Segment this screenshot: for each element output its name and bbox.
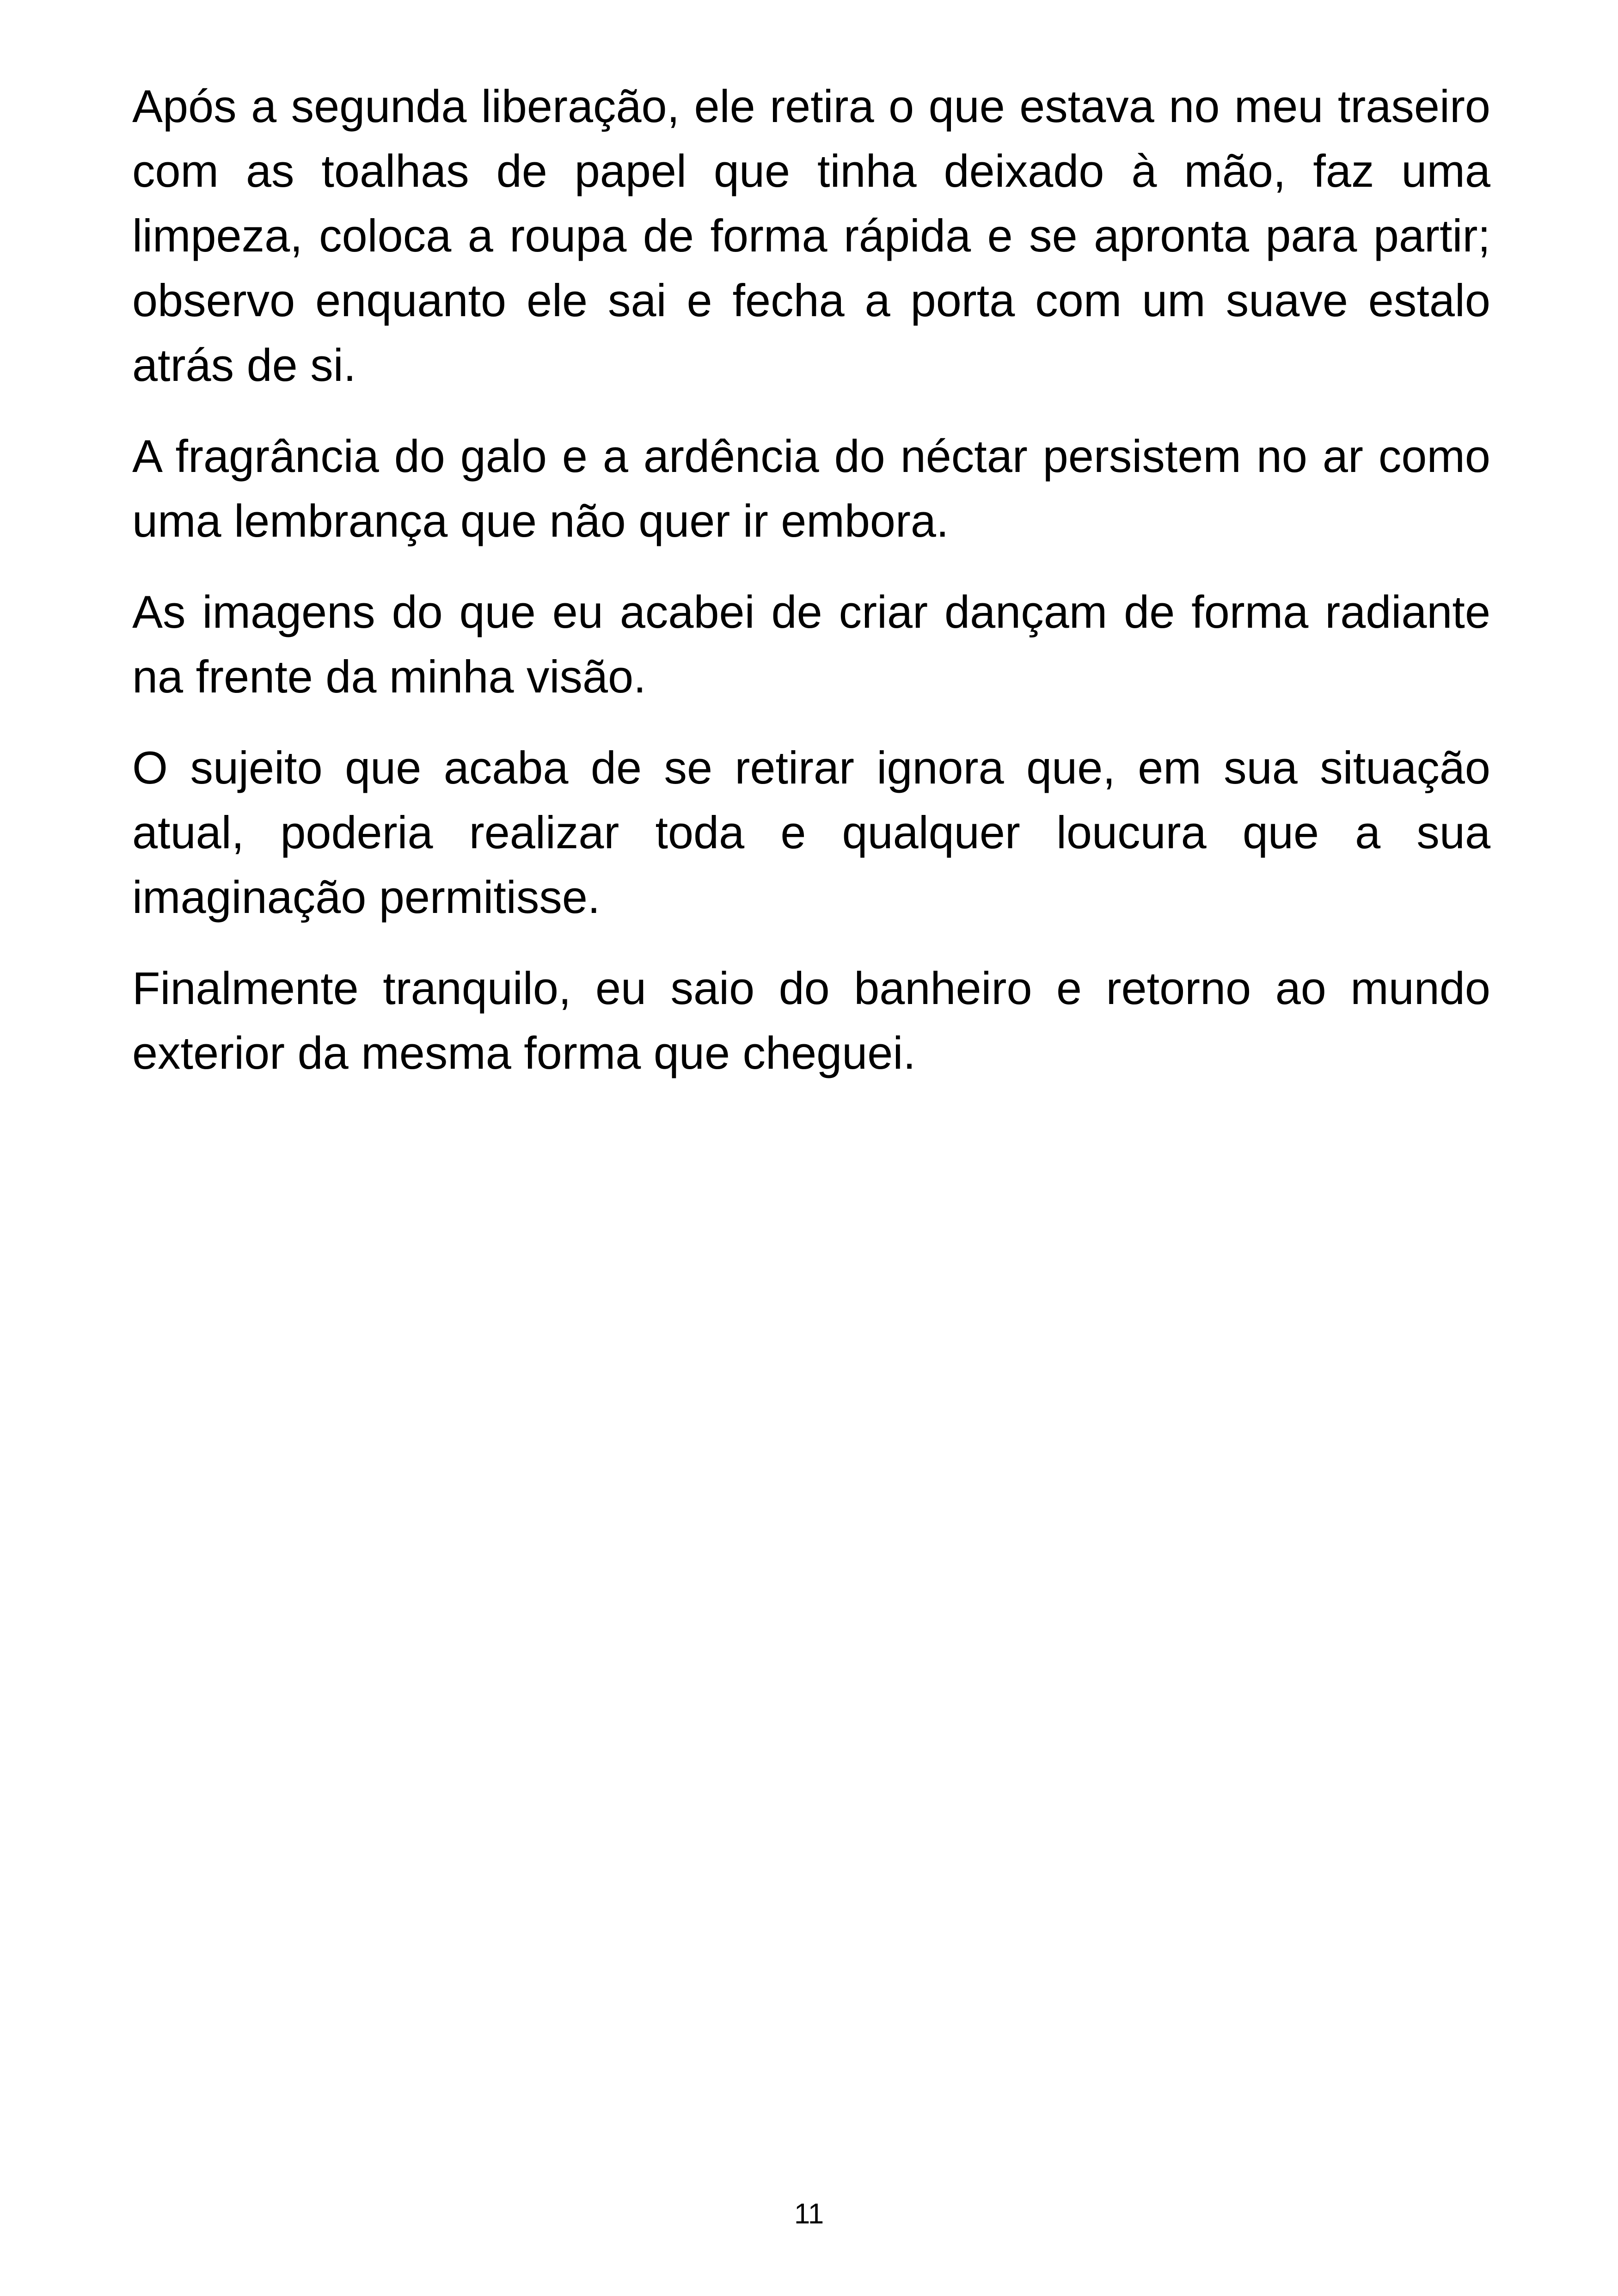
paragraph: O sujeito que acaba de se retirar ignora que, em sua situação atual, poderia realizar toda e qualquer loucura que a sua imaginação permitisse. bbox=[132, 742, 1490, 923]
paragraph: As imagens do que eu acabei de criar dançam de forma radiante na frente da minha visão. bbox=[132, 586, 1490, 702]
page-number: 11 bbox=[794, 2198, 824, 2230]
paragraph: Após a segunda liberação, ele retira o que estava no meu traseiro com as toalhas de papel que tinha deixado à mão, faz uma limpeza, coloca a roupa de forma rápida e se apronta para partir; observo enquanto ele sai e fecha a porta com um suave estalo atrás de si. bbox=[132, 80, 1490, 391]
body-text bbox=[132, 74, 1490, 1112]
paragraph: Finalmente tranquilo, eu saio do banheiro e retorno ao mundo exterior da mesma forma que cheguei. bbox=[132, 962, 1490, 1078]
paragraph: A fragrância do galo e a ardência do néctar persistem no ar como uma lembrança que não quer ir embora. bbox=[132, 430, 1490, 546]
